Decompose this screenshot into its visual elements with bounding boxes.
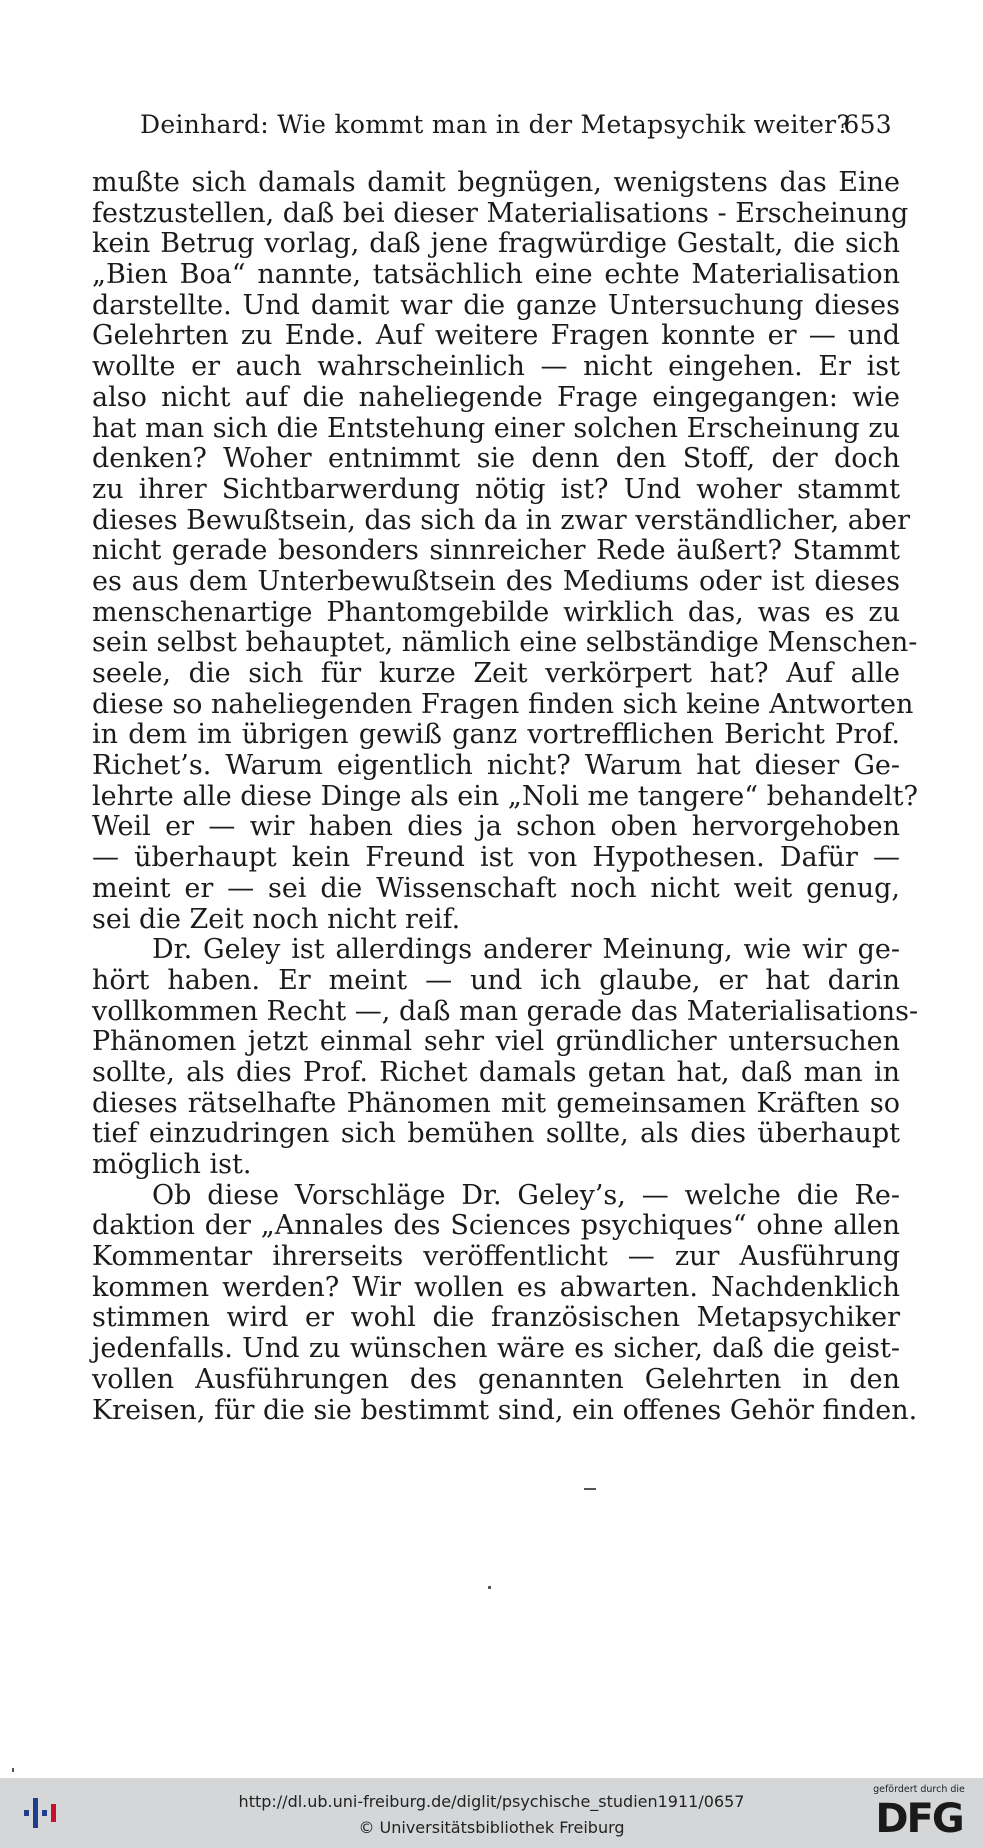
text-line: wollte er auch wahrscheinlich — nicht eingehen. Er ist — [92, 351, 900, 383]
text-line: meint er — sei die Wissenschaft noch nicht weit genug, — [92, 872, 900, 904]
text-line: seele, die sich für kurze Zeit verkörpert hat? Auf alle — [92, 658, 900, 689]
text-line: vollen Ausführungen des genannten Gelehrten in den — [92, 1363, 900, 1395]
text-line: Phänomen jetzt einmal sehr viel gründlicher untersuchen — [92, 1026, 900, 1058]
running-header — [140, 110, 892, 144]
text-line: sei die Zeit noch nicht reif. — [92, 903, 461, 935]
text-line: sollte, als dies Prof. Richet damals getan hat, daß man in — [92, 1056, 900, 1088]
text-line: stimmen wird er wohl die französischen Metapsychiker — [92, 1302, 900, 1334]
text-line: Richet’s. Warum eigentlich nicht? Warum hat dieser Ge- — [92, 750, 900, 782]
text-line: lehrte alle diese Dinge als ein „Noli me tangere“ behandelt? — [92, 780, 918, 812]
text-line: darstellte. Und damit war die ganze Untersuchung dieses — [92, 289, 900, 321]
text-line: Gelehrten zu Ende. Auf weitere Fragen konnte er — und — [92, 320, 900, 352]
text-line: jedenfalls. Und zu wünschen wäre es sicher, daß die geist- — [92, 1333, 900, 1365]
text-line: Kommentar ihrerseits veröffentlicht — zur Ausführung — [92, 1241, 900, 1273]
text-line: dieses rätselhafte Phänomen mit gemeinsamen Kräften so — [92, 1087, 900, 1119]
text-line: hört haben. Er meint — und ich glaube, er hat darin — [92, 964, 900, 996]
funder-logo-text: DFG — [875, 1796, 963, 1842]
text-line: Kreisen, für die sie bestimmt sind, ein offenes Gehör finden. — [92, 1394, 918, 1426]
text-line: — überhaupt kein Freund ist von Hypothesen. Dafür — — [92, 842, 900, 874]
text-line: kein Betrug vorlag, daß jene fragwürdige Gestalt, die sich — [92, 228, 900, 260]
text-line: „Bien Boa“ nannte, tatsächlich eine echte Materialisation — [92, 259, 900, 291]
text-line: sein selbst behauptet, nämlich eine selbständige Menschen- — [92, 627, 918, 659]
text-line: daktion der „Annales des Sciences psychiques“ ohne allen — [92, 1210, 900, 1242]
text-line: mußte sich damals damit begnügen, wenigstens das Eine — [92, 167, 900, 198]
text-line: also nicht auf die naheliegende Frage eingegangen: wie — [92, 381, 900, 413]
text-line: nicht gerade besonders sinnreicher Rede äußert? Stammt — [92, 535, 900, 567]
dfg-logo-icon — [869, 1784, 969, 1844]
text-line: möglich ist. — [92, 1149, 252, 1180]
text-line: denken? Woher entnimmt sie denn den Stoff, der doch — [92, 443, 900, 475]
text-line: es aus dem Unterbewußtsein des Mediums oder ist dieses — [92, 565, 900, 597]
text-line: kommen werden? Wir wollen es abwarten. Nachdenklich — [92, 1271, 900, 1303]
text-line: dieses Bewußtsein, das sich da in zwar verständlicher, aber — [92, 504, 911, 536]
running-title: Deinhard: Wie kommt man in der Metapsychik weiter? — [140, 110, 851, 139]
print-mark — [12, 1768, 14, 1772]
text-line: zu ihrer Sichtbarwerdung nötig ist? Und woher stammt — [92, 473, 900, 505]
text-line: tief einzudringen sich bemühen sollte, als dies überhaupt — [92, 1118, 900, 1150]
body-text — [92, 167, 919, 1426]
page-number: 653 — [843, 110, 892, 139]
funder-label: gefördert durch die — [873, 1784, 965, 1795]
footer-bar — [0, 1778, 983, 1848]
text-line: menschenartige Phantomgebilde wirklich das, was es zu — [92, 596, 900, 628]
text-line: Weil er — wir haben dies ja schon oben hervorgehoben — [92, 811, 900, 843]
print-mark — [488, 1586, 491, 1589]
text-line: diese so naheliegenden Fragen finden sich keine Antworten — [92, 688, 914, 720]
footer-url[interactable]: http://dl.ub.uni-freiburg.de/diglit/psychische_studien1911/0657 — [238, 1792, 745, 1811]
text-line: festzustellen, daß bei dieser Materialisations - Erscheinung — [92, 197, 909, 229]
footer-copyright: © Universitätsbibliothek Freiburg — [358, 1818, 625, 1837]
text-line: hat man sich die Entstehung einer solchen Erscheinung zu — [92, 412, 900, 444]
print-mark — [584, 1488, 596, 1490]
text-line: Dr. Geley ist allerdings anderer Meinung, wie wir ge- — [152, 934, 900, 966]
text-line: vollkommen Recht —, daß man gerade das Materialisations- — [92, 995, 919, 1027]
text-line: in dem im übrigen gewiß ganz vortrefflichen Bericht Prof. — [92, 719, 900, 751]
text-line: Ob diese Vorschläge Dr. Geley’s, — welche die Re- — [152, 1179, 900, 1211]
